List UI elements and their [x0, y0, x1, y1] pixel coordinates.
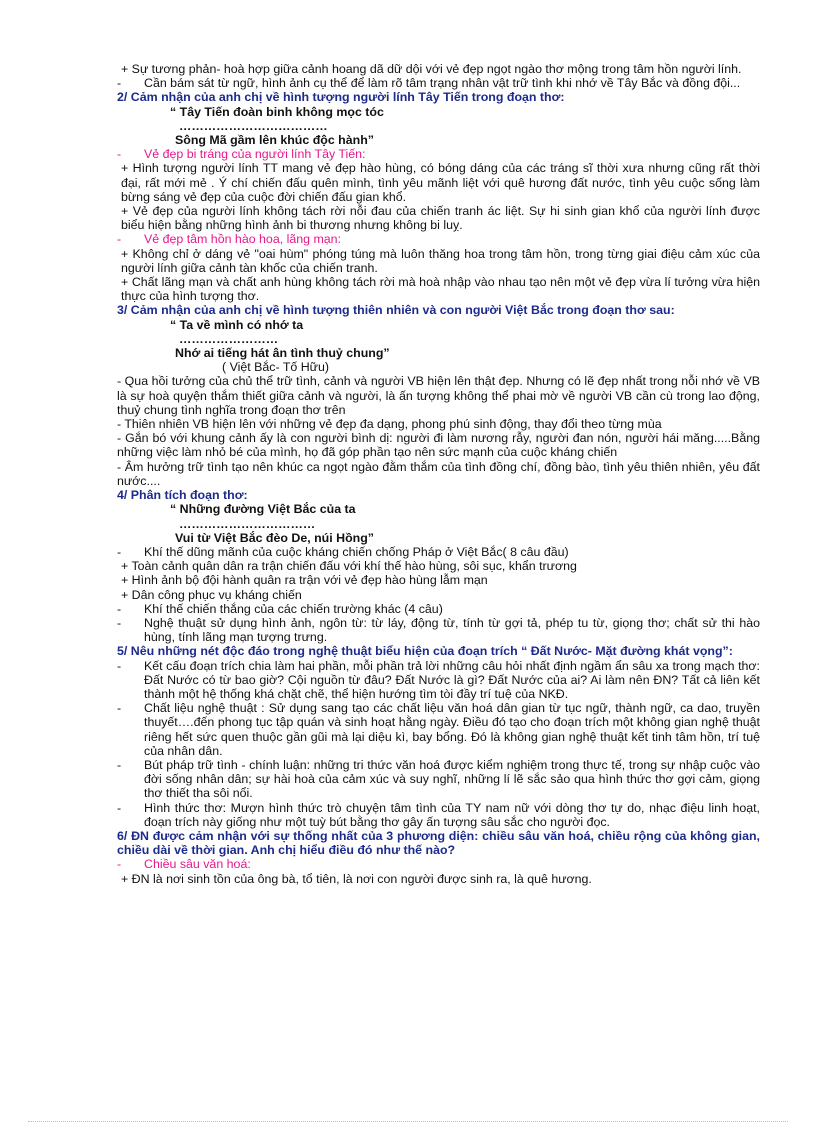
- line-text: + Hình ảnh bộ đội hành quân ra trận với vẻ đẹp hào hùng lẫm mạn: [121, 573, 488, 588]
- bullet-dash-line: [117, 701, 760, 758]
- line-text: 3/ Cảm nhận của anh chị về hình tượng thiên nhiên và con người Việt Bắc trong đoạn thơ sau:: [117, 303, 675, 318]
- poem-ellipsis-line: [117, 517, 760, 531]
- poem-last-line: [117, 531, 760, 545]
- dash-marker: -: [117, 76, 122, 91]
- line-text: + ĐN là nơi sinh tồn của ông bà, tổ tiên, là nơi con người được sinh ra, là quê hương.: [121, 871, 592, 886]
- paragraph-line: [117, 417, 760, 431]
- line-text: - Gắn bó với khung cảnh ấy là con người bình dị: người đi làm nương rẫy, người đan nón, người hái măng.....Bằng những việc làm nhỏ bé của mình, họ đã góp phần tạo nên sức mạnh của cuộc kháng chiến: [117, 431, 760, 460]
- poem-source: [117, 360, 760, 374]
- bullet-plus-line: [117, 872, 760, 886]
- line-text: + Dân công phục vụ kháng chiến: [121, 587, 302, 602]
- bullet-plus-line: [117, 559, 760, 573]
- poem-ellipsis-line: [117, 332, 760, 346]
- line-text: 6/ ĐN được cảm nhận với sự thống nhất của 3 phương diện: chiều sâu văn hoá, chiều rộng của không gian, chiều dài về thời gian. Anh chị hiểu điều đó như thế nào?: [117, 828, 760, 858]
- bullet-plus-line: [117, 275, 760, 303]
- dash-marker: -: [117, 147, 122, 162]
- bullet-plus-line: [117, 204, 760, 232]
- dash-marker: -: [117, 800, 122, 815]
- line-text: Vẻ đẹp tâm hồn hào hoa, lãng mạn:: [144, 232, 342, 247]
- line-text: ………………………………: [179, 118, 328, 133]
- bullet-plus-line: [117, 62, 760, 76]
- poem-ellipsis-line: [117, 119, 760, 133]
- section-heading: [117, 90, 760, 104]
- line-text: Hình thức thơ: Mượn hình thức trò chuyện tâm tình của TY nam nữ với dòng thơ tự do, nhạc điệu linh hoạt, đoạn trích này giống như một tuỳ bút bằng thơ gây ấn tượng sâu sắc cho người đọc.: [144, 800, 760, 829]
- line-text: - Thiên nhiên VB hiện lên với những vẻ đẹp đa dạng, phong phú sinh động, thay đổi theo từng mùa: [117, 417, 662, 432]
- poem-last-line: [117, 346, 760, 360]
- line-text: + Vẻ đẹp của người lính không tách rời nỗi đau của chiến tranh ác liệt. Sự hi sinh gian khổ của người lính được biểu hiện bằng những hình ảnh bi thương nhưng không bi luỵ.: [121, 204, 760, 233]
- line-text: ……………………………: [179, 516, 316, 531]
- poem-last-line: [117, 133, 760, 147]
- section-heading: [117, 303, 760, 317]
- line-text: + Chất lãng mạn và chất anh hùng không tách rời mà hoà nhập vào nhau tạo nên một vẻ đẹp vừa lí tưởng vừa hiện thực của hình tượng thơ.: [121, 275, 760, 304]
- line-text: Vẻ đẹp bi tráng của người lính Tây Tiến:: [144, 147, 366, 162]
- line-text: Cần bám sát từ ngữ, hình ảnh cụ thể để làm rõ tâm trạng nhân vật trữ tình khi nhớ về Tây Bắc và đồng đội...: [144, 76, 741, 91]
- line-text: Khí thế dũng mãnh của cuộc kháng chiến chống Pháp ở Việt Bắc( 8 câu đầu): [144, 544, 569, 559]
- paragraph-line: [117, 460, 760, 488]
- line-text: Khí thế chiến thắng của các chiến trường khác (4 câu): [144, 601, 443, 616]
- bullet-dash-line: [117, 545, 760, 559]
- bullet-plus-line: [117, 247, 760, 275]
- line-text: Vui từ Việt Bắc đèo De, núi Hồng”: [175, 530, 374, 545]
- bullet-plus-line: [117, 573, 760, 587]
- line-text: Nhớ ai tiếng hát ân tình thuỷ chung”: [175, 346, 390, 361]
- line-text: Kết cấu đoạn trích chia làm hai phần, mỗi phần trả lời những câu hỏi nhất định ngầm ẩn sâu xa trong mạch thơ: Đất Nước có từ bao giờ? Cội nguồn từ đâu? Đất Nước là gì? Đất Nước của ai? Ai làm nên ĐN? Tất cả liên kết thành một hệ thống khá chặt chẽ, thể hiện hướng tìm tòi đầy trí tuệ của NKĐ.: [144, 658, 760, 701]
- subheading-line: [117, 232, 760, 246]
- poem-first-line: [117, 318, 760, 332]
- line-text: 4/ Phân tích đoạn thơ:: [117, 488, 248, 503]
- bullet-dash-line: [117, 659, 760, 702]
- subheading-line: [117, 147, 760, 161]
- dash-marker: -: [117, 615, 122, 630]
- page-bottom-border: [28, 1121, 788, 1122]
- line-text: - Âm hưởng trữ tình tạo nên khúc ca ngọt ngào đằm thắm của tình đồng chí, đồng bào, tình yêu thiên nhiên, yêu đất nước....: [117, 459, 760, 488]
- line-text: + Toàn cảnh quân dân ra trận chiến đấu với khí thế hào hùng, sôi sục, khẩn trương: [121, 559, 577, 574]
- line-text: Sông Mã gầm lên khúc độc hành”: [175, 133, 374, 148]
- dash-marker: -: [117, 601, 122, 616]
- line-text: 5/ Nêu những nét độc đáo trong nghệ thuật biểu hiện của đoạn trích “ Đất Nước- Mặt đường khát vọng”:: [117, 644, 733, 659]
- document-body: [117, 62, 760, 886]
- line-text: ( Việt Bắc- Tố Hữu): [222, 360, 329, 375]
- line-text: 2/ Cảm nhận của anh chị về hình tượng người lính Tây Tiến trong đoạn thơ:: [117, 90, 565, 105]
- line-text: Chất liệu nghệ thuật : Sử dụng sang tạo các chất liệu văn hoá dân gian từ tục ngữ, thành ngữ, ca dao, truyền thuyết….đến phong tục tập quán và sinh hoạt hằng ngày. Điều đó tạo cho đoạn trích một không gian nghệ thuật riêng hết sức quen thuộc gần gũi mà lại diệu kì, bay bổng. Đó là không gian nghệ thuật kết tinh tâm hồn, trí tuệ của nhân dân.: [144, 701, 760, 758]
- poem-first-line: [117, 502, 760, 516]
- line-text: + Sự tương phản- hoà hợp giữa cảnh hoang dã dữ dội với vẻ đẹp ngọt ngào thơ mộng trong tâm hồn người lính.: [121, 62, 742, 76]
- paragraph-line: [117, 374, 760, 417]
- dash-marker: -: [117, 857, 122, 872]
- section-heading: [117, 644, 760, 658]
- bullet-plus-line: [117, 588, 760, 602]
- line-text: Nghệ thuật sử dụng hình ảnh, ngôn từ: từ láy, động từ, tính từ gợi tả, phép tu từ, giọng thơ; chất sử thi hào hùng, tính lãng mạn tượng trưng.: [144, 615, 760, 645]
- line-text: ……………………: [179, 331, 279, 346]
- line-text: Chiều sâu văn hoá:: [144, 857, 251, 872]
- line-text: - Qua hồi tưởng của chủ thể trữ tình, cảnh và người VB hiện lên thật đẹp. Nhưng có lẽ đẹp nhất trong nỗi nhớ về VB là sự hoà quyện thắm thiết giữa cảnh và người, là ấn tượng không thể phai mờ về người VB cần cù trong lao động, thuỷ chung tình nghĩa trong đoạn thơ trên: [117, 374, 760, 417]
- dash-marker: -: [117, 701, 122, 716]
- section-heading: [117, 488, 760, 502]
- line-text: Bút pháp trữ tình - chính luận: những tri thức văn hoá được kiểm nghiệm trong thực tế, trong sự nhập cuộc vào đời sống nhân dân; sự hài hoà của cảm xúc và suy nghĩ, những lí lẽ sắc sảo qua hình thức thơ gợi cảm, giọng thơ thiết tha sôi nổi.: [144, 757, 760, 801]
- line-text: “ Ta về mình có nhớ ta: [170, 317, 304, 332]
- line-text: + Hình tượng người lính TT mang vẻ đẹp hào hùng, có bóng dáng của các tráng sĩ thời xưa nhưng cũng rất thời đại, rất mới mẻ . Ý chí chiến đấu quên mình, tình yêu mãnh liệt với quê hương đất nước, tình yêu cuộc sống làm bừng sáng vẻ đẹp của cuộc đời chiến đấu gian khổ.: [121, 161, 760, 204]
- line-text: + Không chỉ ở dáng vẻ "oai hùm" phóng túng mà luôn thăng hoa trong tâm hồn, trong từng giai điệu cảm xúc của người lính giữa cảnh tàn khốc của chiến tranh.: [121, 246, 760, 275]
- bullet-dash-line: [117, 616, 760, 644]
- bullet-plus-line: [117, 161, 760, 204]
- dash-marker: -: [117, 757, 122, 772]
- section-heading: [117, 829, 760, 857]
- dash-marker: -: [117, 658, 122, 673]
- line-text: “ Những đường Việt Bắc của ta: [170, 502, 356, 517]
- bullet-dash-line: [117, 758, 760, 801]
- dash-marker: -: [117, 544, 122, 559]
- poem-first-line: [117, 105, 760, 119]
- bullet-dash-line: [117, 801, 760, 829]
- line-text: “ Tây Tiến đoàn binh không mọc tóc: [170, 104, 384, 119]
- bullet-dash-line: [117, 76, 760, 90]
- bullet-dash-line: [117, 602, 760, 616]
- dash-marker: -: [117, 232, 122, 247]
- subheading-line: [117, 857, 760, 871]
- paragraph-line: [117, 431, 760, 459]
